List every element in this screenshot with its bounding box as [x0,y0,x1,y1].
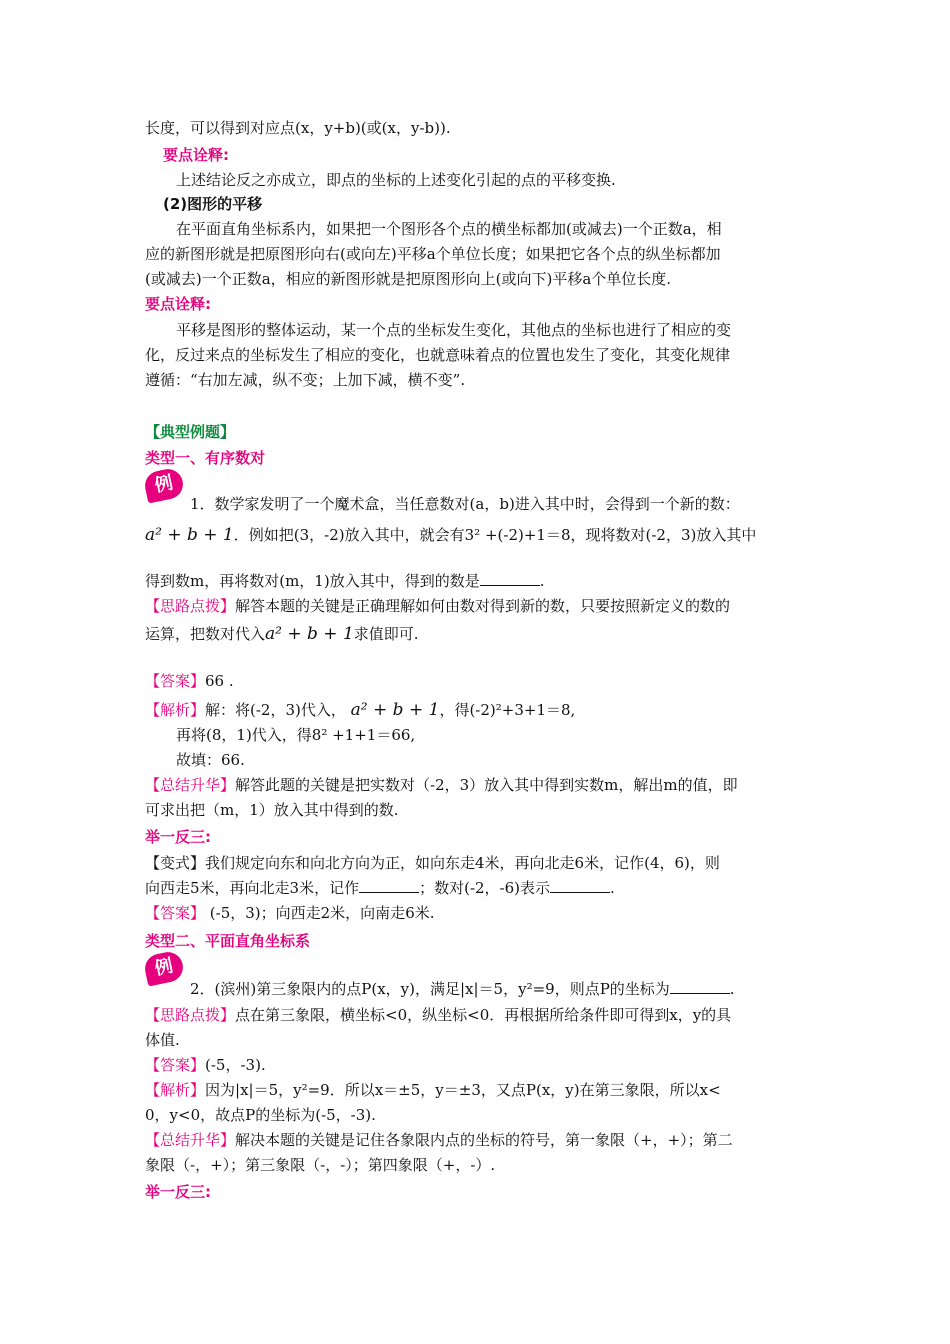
question-line [190,979,735,999]
analysis-text: 解：将(-2，3)代入， [205,701,346,719]
hint-text: 点在第三象限，横坐标<0，纵坐标<0．再根据所给条件即可得到x，y的具 [235,1006,732,1024]
question-text: . [539,572,545,590]
hint-line [145,596,730,616]
question-text: 1．数学家发明了一个魔术盒，当任意数对(a，b)进入其中时，会得到一个新的数： [190,495,740,513]
hint-text: 解答本题的关键是正确理解如何由数对得到新的数，只要按照新定义的数的 [235,597,731,615]
text-line: 在平面直角坐标系内，如果把一个图形各个点的横坐标都加(或减去)一个正数a，相 [176,220,722,238]
summary-text: 解决本题的关键是记住各象限内点的坐标的符号，第一象限（+，+）；第二 [235,1131,733,1149]
answer-blank [550,878,610,893]
variant-line [145,878,615,898]
answer-blank [670,979,730,994]
text-line: 平移是图形的整体运动，某一个点的坐标发生变化，其他点的坐标也进行了相应的变 [176,321,732,339]
question-line [145,525,756,545]
text-line: 上述结论反之亦成立，即点的坐标的上述变化引起的点的平移变换. [176,171,616,189]
answer-blank [480,571,540,586]
answer-line [145,1055,266,1075]
question-text: 2．(滨州)第三象限内的点P(x，y)，满足|x|＝5，y²=9，则点P的坐标为 [190,980,670,998]
analysis-text: 因为|x|＝5，y²=9．所以x＝±5，y＝±3，又点P(x，y)在第三象限，所以x< [205,1081,721,1099]
section-heading: 【典型例题】 [145,423,236,441]
example-badge: 例 [142,949,185,986]
analysis-tag: 【解析】 [145,701,206,719]
variant-text: 我们规定向东和向北方向为正，如向东走4米，再向北走6米，记作(4，6)，则 [205,854,720,872]
hint-tag: 【思路点拨】 [145,597,236,615]
variant-text: . [610,879,615,897]
example-badge: 例 [142,466,185,503]
hint-text: 体值. [145,1031,180,1049]
hint-tag: 【思路点拨】 [145,1006,236,1024]
formula: a² + b + 1 [350,700,440,720]
summary-text: 解答此题的关键是把实数对（-2，3）放入其中得到实数m，解出m的值，即 [235,776,738,794]
summary-line [145,775,738,795]
key-point-label: 要点诠释: [145,295,211,313]
analysis-text: ，得(-2)²+3+1＝8, [439,701,576,719]
question-text: . [729,980,735,998]
type-heading: 类型二、平面直角坐标系 [145,932,311,950]
hint-text: 求值即可. [353,625,419,643]
formula: a² + b + 1 [145,525,234,545]
summary-text: 象限（-，+）；第三象限（-，-）；第四象限（+，-）. [145,1156,496,1174]
answer-tag: 【答案】 [145,1056,206,1074]
answer-blank [359,878,419,893]
answer-tag: 【答案】 [145,904,206,922]
summary-tag: 【总结升华】 [145,776,236,794]
summary-text: 可求出把（m，1）放入其中得到的数. [145,801,399,819]
answer-text: (-5，3)；向西走2米，向南走6米. [205,904,435,922]
text-line: 遵循：“右加左减，纵不变；上加下减，横不变”. [145,371,466,389]
analysis-tag: 【解析】 [145,1081,206,1099]
summary-line [145,1130,733,1150]
key-point-label: 要点诠释: [163,146,229,164]
analysis-text: 0，y<0，故点P的坐标为(-5，-3). [145,1106,376,1124]
summary-tag: 【总结升华】 [145,1131,236,1149]
text-line: 化，反过来点的坐标发生了相应的变化，也就意味着点的位置也发生了变化，其变化规律 [145,346,731,364]
variant-text: 向西走5米，再向北走3米，记作 [145,879,360,897]
question-text: 得到数m，再将数对(m，1)放入其中，得到的数是 [145,572,480,590]
hint-line [145,1005,731,1025]
practice-label: 举一反三: [145,828,211,846]
answer-text: (-5，-3). [205,1056,266,1074]
variant-text: ；数对(-2，-6)表示 [419,879,551,897]
practice-label: 举一反三: [145,1183,211,1201]
analysis-line [145,1080,721,1100]
text-line: 长度，可以得到对应点(x，y+b)(或(x，y-b)). [145,119,451,137]
answer-line [145,671,234,691]
answer-text: 66 . [205,672,234,690]
answer-tag: 【答案】 [145,672,206,690]
text-line: (或减去)一个正数a，相应的新图形就是把原图形向上(或向下)平移a个单位长度. [145,270,672,288]
question-text: ．例如把(3，-2)放入其中，就会有3² +(-2)+1＝8，现将数对(-2，3)放入其中 [233,526,757,544]
question-line [145,571,544,591]
sub-heading: (2)图形的平移 [163,195,263,213]
analysis-text: 故填：66. [176,751,245,769]
formula: a² + b + 1 [265,624,354,644]
type-heading: 类型一、有序数对 [145,449,266,467]
hint-line [145,624,419,644]
text-line: 应的新图形就是把原图形向右(或向左)平移a个单位长度；如果把它各个点的纵坐标都加 [145,245,721,263]
variant-tag: 【变式】 [145,854,206,872]
answer-line [145,903,435,923]
analysis-text: 再将(8，1)代入，得8² +1+1＝66, [176,726,416,744]
hint-text: 运算，把数对代入 [145,625,266,643]
analysis-line [145,700,575,720]
variant-line [145,853,720,873]
